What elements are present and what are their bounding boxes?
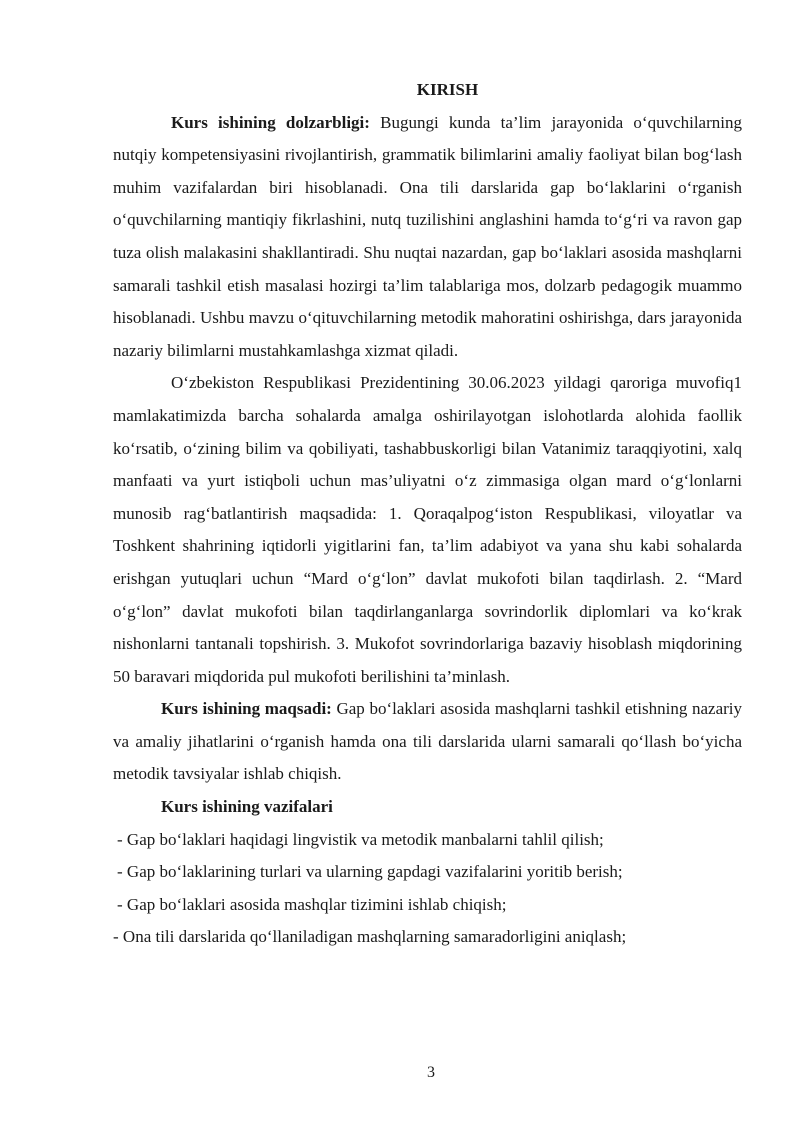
document-page <box>113 74 742 954</box>
goal-paragraph <box>113 693 742 791</box>
task-item: - Gap bo‘laklari haqidagi lingvistik va metodik manbalarni tahlil qilish; <box>117 829 604 849</box>
decree-paragraph: O‘zbekiston Respublikasi Prezidentining 30.06.2023 yildagi qaroriga muvofiq1 mamlakatimizda barcha sohalarda amalga oshirilayotgan islohotlarda alohida faollik ko‘rsatib, o‘zining bilim va qobiliyati, tashabbuskorligi bilan Vatanimiz taraqqiyotini, xalq manfaati va yurt istiqboli uchun mas’uliyatni o‘z zimmasiga olgan mard o‘g‘lonlarni munosib rag‘batlantirish maqsadida: 1. Qoraqalpog‘iston Respublikasi, viloyatlar va Toshkent shahrining iqtidorli yigitlarini fan, ta’lim adabiyot va yana shu kabi sohalarda erishgan yutuqlari uchun “Mard o‘g‘lon” davlat mukofoti bilan taqdirlash. 2. “Mard o‘g‘lon” davlat mukofoti bilan taqdirlanganlarga sovrindorlik diplomlari va ko‘krak nishonlarni tantanali topshirish. 3. Mukofot sovrindorlariga bazaviy hisoblash miqdorining 50 baravari miqdorida pul mukofoti berilishini ta’minlash. <box>113 373 742 686</box>
relevance-lead: Kurs ishining dolzarbligi: <box>171 112 370 132</box>
goal-lead: Kurs ishining maqsadi: <box>161 699 332 719</box>
task-item: - Ona tili darslarida qo‘llaniladigan mashqlarning samaradorligini aniqlash; <box>113 927 627 947</box>
task-item: - Gap bo‘laklarining turlari va ularning gapdagi vazifalarini yoritib berish; <box>117 862 623 882</box>
section-title: KIRISH <box>416 80 479 99</box>
task-item: - Gap bo‘laklari asosida mashqlar tizimini ishlab chiqish; <box>117 894 507 914</box>
goal-text: Gap bo‘laklari asosida mashqlarni tashkil etishning nazariy va amaliy jihatlarini o‘rganish hamda ona tili darslarida ularni samarali qo‘llash bo‘yicha metodik tavsiyalar ishlab chiqish. <box>113 699 742 784</box>
page-number: 3 <box>427 1064 435 1081</box>
relevance-paragraph <box>113 107 742 368</box>
relevance-text: Bugungi kunda ta’lim jarayonida o‘quvchilarning nutqiy kompetensiyasini rivojlantirish, grammatik bilimlarini amaliy faoliyat bilan bog‘lash muhim vazifalardan biri hisoblanadi. Ona tili darslarida gap bo‘laklarini o‘rganish o‘quvchilarning mantiqiy fikrlashini, nutq tuzilishini anglashini hamda to‘g‘ri va ravon gap tuza olish malakasini shakllantiradi. Shu nuqtai nazardan, gap bo‘laklari asosida mashqlarni samarali tashkil etish masalasi hozirgi ta’lim talablariga mos, dolzarb pedagogik muammo hisoblanadi. Ushbu mavzu o‘qituvchilarning metodik mahoratini oshirishga, dars jarayonida nazariy bilimlarni mustahkamlashga xizmat qiladi. <box>113 112 742 360</box>
tasks-heading: Kurs ishining vazifalari <box>161 797 333 817</box>
